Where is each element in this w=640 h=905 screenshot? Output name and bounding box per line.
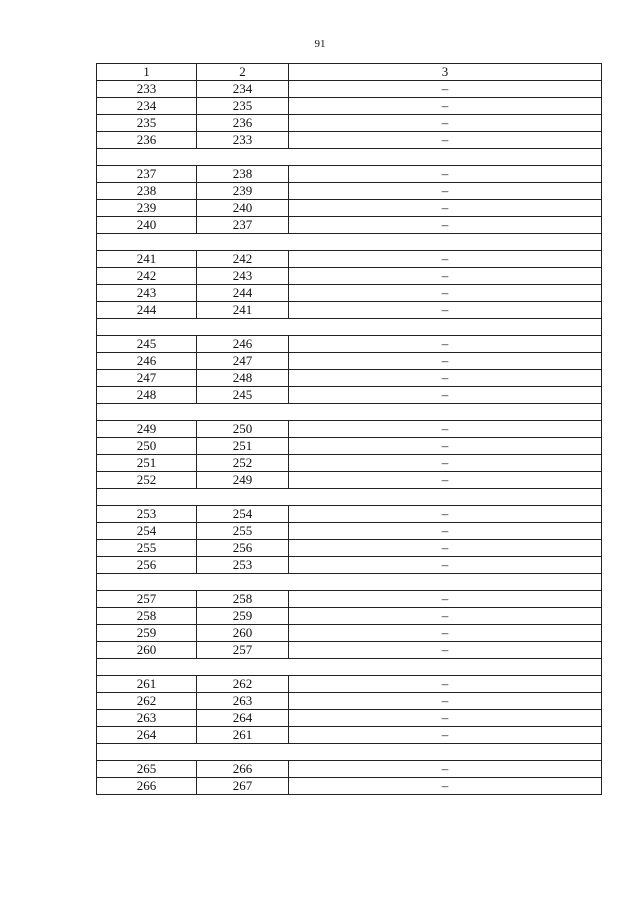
table-cell-col-1: 259	[97, 625, 197, 642]
table-cell-col-3: –	[289, 761, 602, 778]
table-cell-col-3: –	[289, 472, 602, 489]
table-cell-col-3: –	[289, 336, 602, 353]
table-cell-col-2: 238	[197, 166, 289, 183]
table-cell-col-1: 238	[97, 183, 197, 200]
table-cell-col-1: 247	[97, 370, 197, 387]
column-header-1: 1	[97, 64, 197, 81]
table-cell-col-2: 266	[197, 761, 289, 778]
table-cell-col-2: 251	[197, 438, 289, 455]
page-number: 91	[314, 38, 326, 50]
table-row	[97, 778, 602, 795]
table-cell-col-2: 264	[197, 710, 289, 727]
table-row	[97, 438, 602, 455]
separator-row	[97, 744, 602, 761]
table-row	[97, 642, 602, 659]
table-cell-col-1: 258	[97, 608, 197, 625]
table-cell-col-2: 260	[197, 625, 289, 642]
table-row	[97, 183, 602, 200]
table-cell-col-1: 237	[97, 166, 197, 183]
table-row	[97, 523, 602, 540]
table-row	[97, 455, 602, 472]
table-cell-col-3: –	[289, 183, 602, 200]
table-cell-col-2: 250	[197, 421, 289, 438]
table-cell-col-3: –	[289, 778, 602, 795]
table-row	[97, 625, 602, 642]
table-cell-col-2: 243	[197, 268, 289, 285]
table-cell-col-1: 239	[97, 200, 197, 217]
table-cell-col-1: 235	[97, 115, 197, 132]
table-cell-col-1: 246	[97, 353, 197, 370]
table-cell-col-2: 259	[197, 608, 289, 625]
table-cell-col-3: –	[289, 302, 602, 319]
table-cell-col-1: 266	[97, 778, 197, 795]
table-cell-col-1: 241	[97, 251, 197, 268]
table-row	[97, 710, 602, 727]
table-cell-col-2: 261	[197, 727, 289, 744]
table-row	[97, 268, 602, 285]
table-cell-col-3: –	[289, 217, 602, 234]
table-cell-col-1: 262	[97, 693, 197, 710]
data-table	[96, 63, 602, 795]
table-cell-col-1: 236	[97, 132, 197, 149]
table-cell-col-3: –	[289, 591, 602, 608]
table-cell-col-3: –	[289, 81, 602, 98]
table-row	[97, 676, 602, 693]
table-cell-col-3: –	[289, 506, 602, 523]
table-cell-col-1: 251	[97, 455, 197, 472]
table-cell-col-2: 248	[197, 370, 289, 387]
separator-cell	[97, 149, 602, 166]
table-cell-col-2: 255	[197, 523, 289, 540]
table-cell-col-1: 233	[97, 81, 197, 98]
table-cell-col-1: 255	[97, 540, 197, 557]
table-cell-col-3: –	[289, 200, 602, 217]
table-cell-col-2: 254	[197, 506, 289, 523]
table-cell-col-3: –	[289, 676, 602, 693]
table-cell-col-2: 244	[197, 285, 289, 302]
table-cell-col-3: –	[289, 251, 602, 268]
table-cell-col-2: 262	[197, 676, 289, 693]
separator-row	[97, 489, 602, 506]
table-cell-col-1: 245	[97, 336, 197, 353]
table-cell-col-3: –	[289, 710, 602, 727]
table-cell-col-2: 233	[197, 132, 289, 149]
separator-row	[97, 659, 602, 676]
separator-row	[97, 234, 602, 251]
table-cell-col-3: –	[289, 98, 602, 115]
table-cell-col-1: 242	[97, 268, 197, 285]
separator-cell	[97, 319, 602, 336]
table-cell-col-3: –	[289, 727, 602, 744]
table-cell-col-1: 249	[97, 421, 197, 438]
table-row	[97, 421, 602, 438]
table-cell-col-2: 249	[197, 472, 289, 489]
separator-cell	[97, 744, 602, 761]
table-cell-col-2: 241	[197, 302, 289, 319]
table-cell-col-1: 248	[97, 387, 197, 404]
table-row	[97, 166, 602, 183]
table-row	[97, 81, 602, 98]
table-row	[97, 540, 602, 557]
separator-row	[97, 404, 602, 421]
separator-row	[97, 149, 602, 166]
table-cell-col-1: 254	[97, 523, 197, 540]
table-cell-col-2: 240	[197, 200, 289, 217]
separator-cell	[97, 234, 602, 251]
table-cell-col-3: –	[289, 693, 602, 710]
separator-row	[97, 319, 602, 336]
table-cell-col-3: –	[289, 625, 602, 642]
table-cell-col-3: –	[289, 132, 602, 149]
table-cell-col-3: –	[289, 353, 602, 370]
table-cell-col-2: 237	[197, 217, 289, 234]
table-row	[97, 353, 602, 370]
table-cell-col-3: –	[289, 421, 602, 438]
separator-cell	[97, 489, 602, 506]
table-row	[97, 98, 602, 115]
table-cell-col-1: 253	[97, 506, 197, 523]
table-cell-col-2: 267	[197, 778, 289, 795]
table-cell-col-3: –	[289, 540, 602, 557]
column-header-2: 2	[197, 64, 289, 81]
table-body	[97, 81, 602, 795]
table-cell-col-3: –	[289, 285, 602, 302]
table-row	[97, 251, 602, 268]
table-cell-col-2: 263	[197, 693, 289, 710]
table-row	[97, 387, 602, 404]
table-cell-col-1: 260	[97, 642, 197, 659]
table-cell-col-3: –	[289, 523, 602, 540]
separator-cell	[97, 574, 602, 591]
table-cell-col-2: 256	[197, 540, 289, 557]
table-row	[97, 336, 602, 353]
table-cell-col-1: 263	[97, 710, 197, 727]
table-cell-col-3: –	[289, 438, 602, 455]
table-cell-col-3: –	[289, 166, 602, 183]
table-cell-col-1: 244	[97, 302, 197, 319]
table-row	[97, 370, 602, 387]
table-cell-col-1: 234	[97, 98, 197, 115]
table-row	[97, 285, 602, 302]
table-cell-col-1: 240	[97, 217, 197, 234]
separator-cell	[97, 659, 602, 676]
table-cell-col-3: –	[289, 115, 602, 132]
table-cell-col-1: 243	[97, 285, 197, 302]
table-cell-col-2: 253	[197, 557, 289, 574]
table-cell-col-2: 245	[197, 387, 289, 404]
table-cell-col-2: 246	[197, 336, 289, 353]
table-row	[97, 132, 602, 149]
table-row	[97, 693, 602, 710]
table-row	[97, 302, 602, 319]
table-cell-col-3: –	[289, 557, 602, 574]
table-cell-col-2: 242	[197, 251, 289, 268]
table-row	[97, 200, 602, 217]
table-cell-col-2: 252	[197, 455, 289, 472]
table-row	[97, 217, 602, 234]
table-cell-col-3: –	[289, 370, 602, 387]
table-row	[97, 591, 602, 608]
table-cell-col-2: 258	[197, 591, 289, 608]
header-row	[97, 64, 602, 81]
table-cell-col-1: 252	[97, 472, 197, 489]
separator-cell	[97, 404, 602, 421]
table-row	[97, 557, 602, 574]
table-cell-col-3: –	[289, 642, 602, 659]
table-cell-col-3: –	[289, 608, 602, 625]
table-row	[97, 727, 602, 744]
table-cell-col-1: 250	[97, 438, 197, 455]
table-cell-col-3: –	[289, 455, 602, 472]
column-header-3: 3	[289, 64, 602, 81]
table-cell-col-1: 261	[97, 676, 197, 693]
table-cell-col-2: 234	[197, 81, 289, 98]
table-cell-col-1: 256	[97, 557, 197, 574]
table-row	[97, 115, 602, 132]
table-row	[97, 608, 602, 625]
table-cell-col-3: –	[289, 387, 602, 404]
table-cell-col-2: 257	[197, 642, 289, 659]
table-row	[97, 472, 602, 489]
separator-row	[97, 574, 602, 591]
table-cell-col-2: 236	[197, 115, 289, 132]
table-cell-col-2: 239	[197, 183, 289, 200]
table-cell-col-3: –	[289, 268, 602, 285]
table-cell-col-1: 265	[97, 761, 197, 778]
table-cell-col-1: 264	[97, 727, 197, 744]
table-cell-col-2: 247	[197, 353, 289, 370]
table-cell-col-1: 257	[97, 591, 197, 608]
table-row	[97, 761, 602, 778]
table-cell-col-2: 235	[197, 98, 289, 115]
table-row	[97, 506, 602, 523]
